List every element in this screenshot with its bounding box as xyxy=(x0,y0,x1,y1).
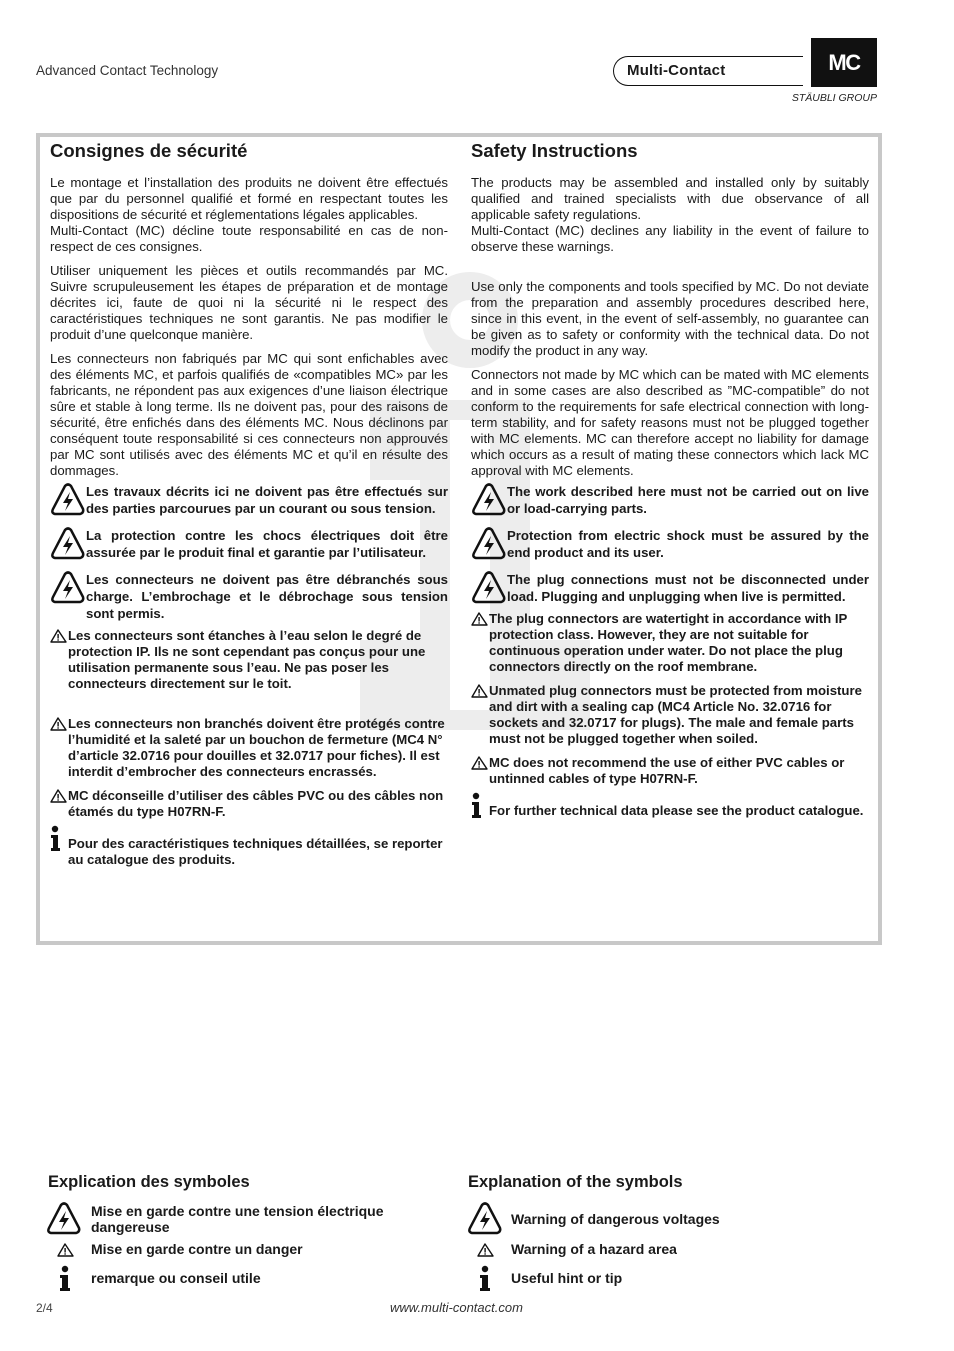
english-title: Safety Instructions xyxy=(471,140,638,161)
english-paragraph-4: Connectors not made by MC which can be mated with MC elements and in some cases are also described as ”MC-compatible” do not conform to the requirements for safe electrical connection with long-term stability, and for safety reasons must not be plugged together with MC elements. MC can therefore accept no liability for damage which occurs as a result of mating these connectors which lack MC approval with MC elements. xyxy=(471,367,869,478)
english-hazard-2: Unmated plug connectors must be protected from moisture and dirt with a sealing cap (MC4 Article No. 32.0716 for sockets and 32.0717 for plugs). The male and female parts must not be plugged together when soiled. xyxy=(471,683,869,747)
mc-logo: MC xyxy=(811,38,877,87)
lightning-warning-icon xyxy=(46,1202,82,1236)
lightning-warning-icon xyxy=(50,483,86,517)
english-hazard-3: MC does not recommend the use of either PVC cables or untinned cables of type H07RN-F. xyxy=(471,755,869,787)
brand-name: Multi-Contact xyxy=(627,62,726,79)
french-hazard-2: Les connecteurs non branchés doivent être protégés contre l’humidité et la saleté par un bouchon de fermeture (MC4 N° d’article 32.0716 pour douilles et 32.0717 pour fiches). Il est interdit d’embrocher des connecteurs encrassés. xyxy=(50,716,448,780)
english-legend-hazard: Warning of a hazard area xyxy=(511,1241,677,1257)
english-paragraph-2: Multi-Contact (MC) declines any liability in the event of failure to observe these warnings. xyxy=(471,223,869,254)
english-legend-voltage: Warning of dangerous voltages xyxy=(511,1211,720,1227)
lightning-warning-icon xyxy=(50,571,86,605)
french-paragraph-4: Les connecteurs non fabriqués par MC qui sont enfichables avec des éléments MC, et parfois qualifiés de «compatibles MC» par les fabricants, ne répondent pas aux exigences d’une liaison électrique sûre et stable à long terme. Ils ne doivent pas, pour des raisons de sécurité, être enfichés dans des éléments MC. Nous déclinons par conséquent toute responsabilité si ces connecteurs non approuvés par MC sont utilisés avec des éléments MC et qu’il en résulte des dommages. xyxy=(50,351,448,478)
lightning-warning-icon xyxy=(471,483,507,517)
lightning-warning-icon xyxy=(50,527,86,561)
english-warning-voltage-1: The work described here must not be carried out on live or load-carrying parts. xyxy=(471,483,869,517)
page-number: 2/4 xyxy=(36,1301,53,1315)
lightning-warning-icon xyxy=(471,571,507,605)
french-hazard-1: Les connecteurs sont étanches à l’eau selon le degré de protection IP. Ils ne sont cependant pas conçus pour une utilisation permanente sous l’eau. Ne pas poser les connecteurs directement sur le toit. xyxy=(50,628,448,692)
french-warning-voltage-1: Les travaux décrits ici ne doivent pas être effectués sur des parties parcourues par un courant ou sous tension. xyxy=(50,483,448,517)
french-title: Consignes de sécurité xyxy=(50,140,248,161)
exclamation-triangle-icon xyxy=(50,716,68,732)
info-i-icon xyxy=(471,791,489,821)
exclamation-triangle-icon xyxy=(57,1242,75,1258)
english-column xyxy=(471,141,869,821)
english-hazard-1: The plug connectors are watertight in accordance with IP protection class. However, they are not suitable for continuous operation under water. Do not place the plug connectors directly on the roof membrane. xyxy=(471,611,869,675)
exclamation-triangle-icon xyxy=(50,788,68,804)
exclamation-triangle-icon xyxy=(471,611,489,627)
french-legend-voltage: Mise en garde contre une tension électrique dangereuse xyxy=(91,1203,384,1235)
header-tagline: Advanced Contact Technology xyxy=(36,63,219,78)
french-hazard-3: MC déconseille d’utiliser des câbles PVC ou des câbles non étamés du type H07RN-F. xyxy=(50,788,448,820)
footer-url[interactable]: www.multi-contact.com xyxy=(390,1300,523,1315)
lightning-warning-icon xyxy=(471,527,507,561)
exclamation-triangle-icon xyxy=(50,628,68,644)
french-warning-voltage-2: La protection contre les chocs électriques doit être assurée par le produit final et garantie par l’utilisateur. xyxy=(50,527,448,561)
info-i-icon xyxy=(58,1264,76,1294)
french-paragraph-3: Utiliser uniquement les pièces et outils recommandés par MC. Suivre scrupuleusement les étapes de préparation et de montage décrites ici, faute de quoi ni la sécurité ni le respect des caractéristiques techniques ne sont garantis. Ne pas modifier le produit d’une quelconque manière. xyxy=(50,263,448,342)
french-legend-hint: remarque ou conseil utile xyxy=(91,1270,261,1286)
french-warning-voltage-3: Les connecteurs ne doivent pas être débranchés sous charge. L’embrochage et le débrochage sous tension sont permis. xyxy=(50,571,448,622)
english-paragraph-3: Use only the components and tools specified by MC. Do not deviate from the preparation and assembly procedures described here, since in this event, in the event of self-assembly, no guarantee can be given as to safety or conformity with the technical data. Do not modify the product in any way. xyxy=(471,279,869,358)
english-legend-title: Explanation of the symbols xyxy=(468,1173,683,1191)
french-paragraph-2: Multi-Contact (MC) décline toute responsabilité en cas de non-respect de ces consignes. xyxy=(50,223,448,254)
french-column xyxy=(50,141,448,868)
french-paragraph-1: Le montage et l’installation des produits ne doivent être effectués que par du personnel qualifié et formé en respectant toutes les dispositions de sécurité et réglementations légales applicables. xyxy=(50,175,448,222)
french-legend-hazard: Mise en garde contre un danger xyxy=(91,1241,303,1257)
lightning-warning-icon xyxy=(467,1202,503,1236)
english-info-note: For further technical data please see the product catalogue. xyxy=(471,791,869,821)
exclamation-triangle-icon xyxy=(471,755,489,771)
english-paragraph-1: The products may be assembled and installed only by suitably qualified and trained specialists with due observance of all applicable safety regulations. xyxy=(471,175,869,222)
french-legend-title: Explication des symboles xyxy=(48,1173,250,1191)
exclamation-triangle-icon xyxy=(471,683,489,699)
info-i-icon xyxy=(50,824,68,854)
group-label: STÄUBLI GROUP xyxy=(791,92,877,104)
english-warning-voltage-2: Protection from electric shock must be assured by the end product and its user. xyxy=(471,527,869,561)
info-i-icon xyxy=(478,1264,496,1294)
french-info-note: Pour des caractéristiques techniques détaillées, se reporter au catalogue des produits. xyxy=(50,824,448,868)
english-warning-voltage-3: The plug connections must not be disconnected under load. Plugging and unplugging when live is permitted. xyxy=(471,571,869,605)
english-legend-hint: Useful hint or tip xyxy=(511,1270,623,1286)
exclamation-triangle-icon xyxy=(477,1242,495,1258)
